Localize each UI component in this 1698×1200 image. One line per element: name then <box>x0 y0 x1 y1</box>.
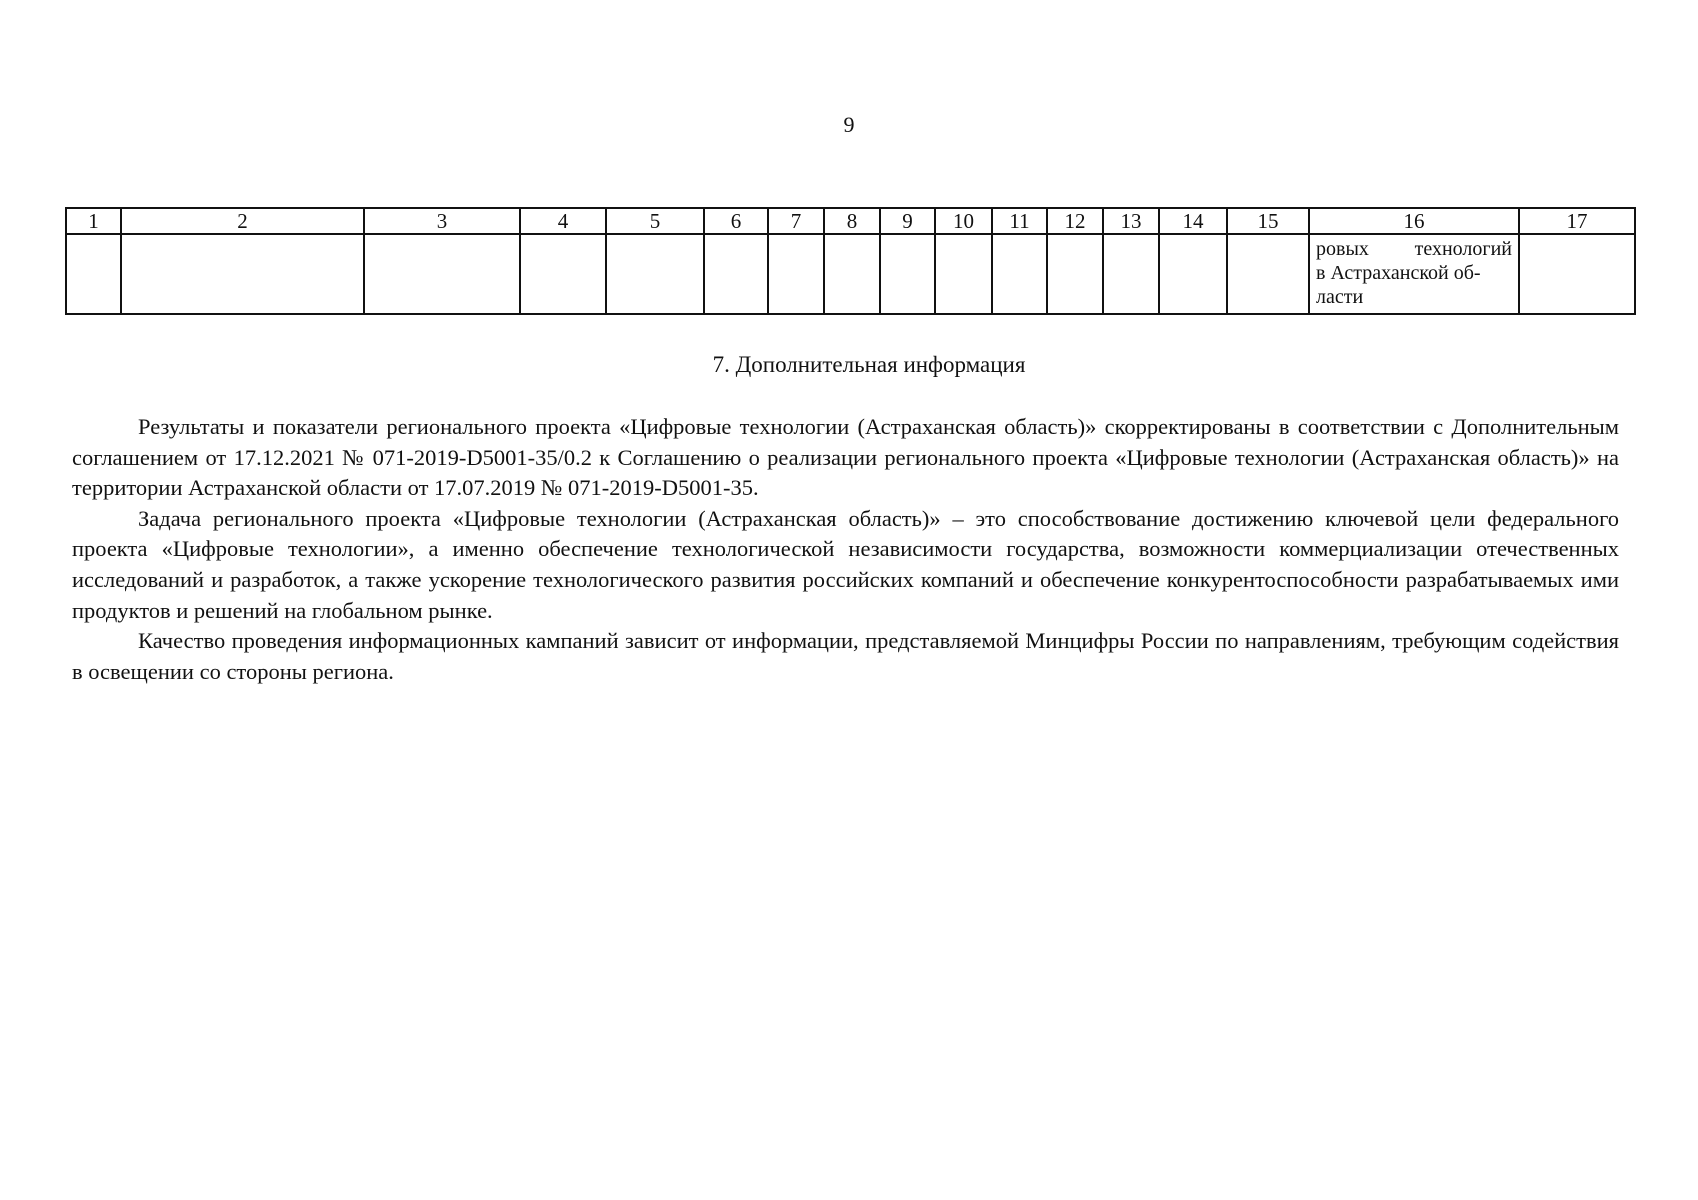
column-header: 16 <box>1309 208 1519 234</box>
section-body <box>72 412 1619 687</box>
table-cell <box>520 234 606 314</box>
column-header: 17 <box>1519 208 1635 234</box>
column-header: 11 <box>992 208 1047 234</box>
table-cell-col16 <box>1309 234 1519 314</box>
table-cell <box>992 234 1047 314</box>
continuation-table <box>65 207 1636 315</box>
table-cell <box>606 234 704 314</box>
table-cell <box>1047 234 1103 314</box>
table-header-row <box>66 208 1635 234</box>
column-header: 2 <box>121 208 364 234</box>
table-cell <box>1103 234 1159 314</box>
table-row <box>66 234 1635 314</box>
table-cell <box>1227 234 1309 314</box>
continuation-table-wrapper <box>65 207 1634 315</box>
column-header: 8 <box>824 208 880 234</box>
page-number: 9 <box>843 112 855 137</box>
cell-text-line: ровых технологий <box>1316 238 1512 260</box>
table-cell <box>364 234 520 314</box>
column-header: 12 <box>1047 208 1103 234</box>
table-cell <box>768 234 824 314</box>
column-header: 10 <box>935 208 992 234</box>
table-cell <box>880 234 935 314</box>
section-title: 7. Дополнительная информация <box>712 352 1026 377</box>
table-cell <box>704 234 768 314</box>
column-header: 9 <box>880 208 935 234</box>
cell-text-line: в Астраханской об- <box>1316 262 1481 284</box>
paragraph: Результаты и показатели регионального проекта «Цифровые технологии (Астраханская область)» скорректированы в соответствии с Дополнительным соглашением от 17.12.2021 № 071-2019-D5001-35/0.2 к Соглашению о реализации регионального проекта «Цифровые технологии (Астраханская область)» на территории Астраханской области от 17.07.2019 № 071-2019-D5001-35. <box>72 414 1619 501</box>
column-header: 14 <box>1159 208 1227 234</box>
column-header: 7 <box>768 208 824 234</box>
table-cell <box>824 234 880 314</box>
column-header: 5 <box>606 208 704 234</box>
column-header: 6 <box>704 208 768 234</box>
column-header: 13 <box>1103 208 1159 234</box>
table-cell <box>935 234 992 314</box>
table-cell <box>66 234 121 314</box>
paragraph: Качество проведения информационных кампаний зависит от информации, представляемой Минцифры России по направлениям, требующим содействия в освещении со стороны региона. <box>72 628 1619 684</box>
column-header: 4 <box>520 208 606 234</box>
table-cell <box>121 234 364 314</box>
column-header: 3 <box>364 208 520 234</box>
column-header: 1 <box>66 208 121 234</box>
paragraph: Задача регионального проекта «Цифровые технологии (Астраханская область)» – это способствование достижению ключевой цели федерального проекта «Цифровые технологии», а именно обеспечение технологической независимости государства, возможности коммерциализации отечественных исследований и разработок, а также ускорение технологического развития российских компаний и обеспечение конкурентоспособности разрабатываемых ими продуктов и решений на глобальном рынке. <box>72 505 1619 623</box>
table-cell <box>1519 234 1635 314</box>
table-cell <box>1159 234 1227 314</box>
column-header: 15 <box>1227 208 1309 234</box>
cell-text-line: ласти <box>1316 286 1364 308</box>
